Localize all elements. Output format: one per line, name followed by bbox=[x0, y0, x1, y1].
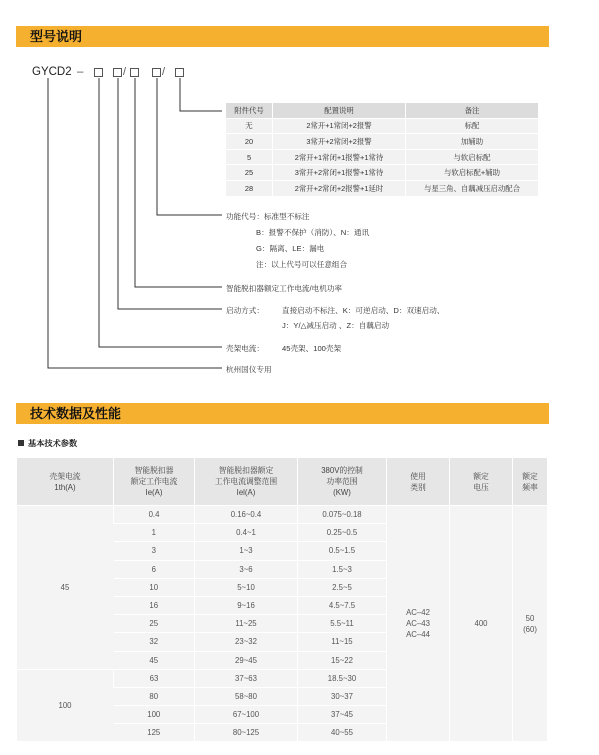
accessory-row bbox=[226, 180, 538, 196]
rated-current-label: 智能脱扣器额定工作电流/电机功率 bbox=[226, 284, 343, 293]
accessory-note: 与软启标配 bbox=[406, 149, 539, 165]
frame-100-cell: 100 bbox=[17, 669, 114, 742]
range-cell: 67~100 bbox=[195, 706, 298, 724]
accessory-note: 与星三角、自藕减压启动配合 bbox=[406, 180, 539, 196]
start-mode-line2: J：Y/△减压启动 、Z：自藕启动 bbox=[282, 321, 390, 330]
exclusive-label: 杭州国仪专用 bbox=[226, 365, 272, 374]
ie-cell: 10 bbox=[114, 578, 195, 596]
power-cell: 30~37 bbox=[298, 687, 387, 705]
section-title-model: 型号说明 bbox=[16, 26, 549, 47]
start-mode-line1: 直接启动不标注、K：可逆启动、D：双速启动、 bbox=[282, 306, 445, 315]
basic-params-label: 基本技术参数 bbox=[28, 439, 78, 448]
power-cell: 37~45 bbox=[298, 706, 387, 724]
accessory-note: 与软启标配+辅助 bbox=[406, 165, 539, 181]
function-code-line1: 功能代号：标准型不标注 bbox=[226, 212, 310, 221]
ie-cell: 45 bbox=[114, 651, 195, 669]
usage-cell: AC–42 AC–43 AC–44 bbox=[387, 506, 450, 742]
section-title-tech: 技术数据及性能 bbox=[16, 403, 549, 424]
ie-cell: 0.4 bbox=[114, 506, 195, 524]
power-cell: 18.5~30 bbox=[298, 669, 387, 687]
power-cell: 11~15 bbox=[298, 633, 387, 651]
accessory-row bbox=[226, 165, 538, 181]
accessory-note: 加辅助 bbox=[406, 134, 539, 150]
square-bullet-icon bbox=[18, 440, 24, 446]
accessory-config: 2常开+1常闭+1报警+1常待 bbox=[273, 149, 406, 165]
range-cell: 58~80 bbox=[195, 687, 298, 705]
voltage-cell: 400 bbox=[450, 506, 513, 742]
range-cell: 5~10 bbox=[195, 578, 298, 596]
ie-cell: 32 bbox=[114, 633, 195, 651]
power-cell: 5.5~11 bbox=[298, 615, 387, 633]
accessory-code: 28 bbox=[226, 180, 273, 196]
basic-params-heading bbox=[18, 438, 77, 449]
power-cell: 4.5~7.5 bbox=[298, 596, 387, 614]
ie-cell: 80 bbox=[114, 687, 195, 705]
ie-cell: 6 bbox=[114, 560, 195, 578]
function-code-line3: G：隔离、LE：漏电 bbox=[256, 244, 325, 253]
spec-header-power: 380V的控制 功率范围 (KW) bbox=[298, 458, 387, 506]
accessory-code: 20 bbox=[226, 134, 273, 150]
power-cell: 40~55 bbox=[298, 724, 387, 742]
accessory-code: 无 bbox=[226, 118, 273, 134]
code-slash-2: / bbox=[162, 66, 166, 78]
accessory-code: 5 bbox=[226, 149, 273, 165]
ie-cell: 63 bbox=[114, 669, 195, 687]
range-cell: 0.4~1 bbox=[195, 524, 298, 542]
power-cell: 0.25~0.5 bbox=[298, 524, 387, 542]
code-slash-1: / bbox=[123, 66, 127, 78]
ie-cell: 125 bbox=[114, 724, 195, 742]
power-cell: 2.5~5 bbox=[298, 578, 387, 596]
range-cell: 29~45 bbox=[195, 651, 298, 669]
accessory-row bbox=[226, 149, 538, 165]
accessory-header-config: 配置说明 bbox=[273, 103, 406, 118]
spec-table bbox=[17, 458, 547, 742]
table-row bbox=[17, 506, 547, 524]
ie-cell: 1 bbox=[114, 524, 195, 542]
accessory-config: 2常开+2常闭+2报警+1延时 bbox=[273, 180, 406, 196]
spec-header-ie: 智能脱扣器 额定工作电流 Ie(A) bbox=[114, 458, 195, 506]
accessory-table bbox=[226, 103, 538, 197]
range-cell: 37~63 bbox=[195, 669, 298, 687]
accessory-config: 2常开+1常闭+2报警 bbox=[273, 118, 406, 134]
frame-current-value: 45壳架、100壳架 bbox=[282, 344, 342, 353]
frequency-cell: 50 (60) bbox=[513, 506, 548, 742]
spec-header-row bbox=[17, 458, 547, 506]
power-cell: 0.075~0.18 bbox=[298, 506, 387, 524]
accessory-config: 3常开+2常闭+2报警 bbox=[273, 134, 406, 150]
spec-header-voltage: 额定 电压 bbox=[450, 458, 513, 506]
accessory-header-note: 备注 bbox=[406, 103, 539, 118]
accessory-header-code: 附件代号 bbox=[226, 103, 273, 118]
range-cell: 11~25 bbox=[195, 615, 298, 633]
spec-header-usage: 使用 类别 bbox=[387, 458, 450, 506]
function-code-line4: 注：以上代号可以任意组合 bbox=[256, 260, 348, 269]
frame-45-cell: 45 bbox=[17, 506, 114, 670]
range-cell: 0.16~0.4 bbox=[195, 506, 298, 524]
range-cell: 23~32 bbox=[195, 633, 298, 651]
accessory-note: 标配 bbox=[406, 118, 539, 134]
spec-header-range: 智能脱扣器额定 工作电流调整范围 Iel(A) bbox=[195, 458, 298, 506]
accessory-row bbox=[226, 134, 538, 150]
ie-cell: 100 bbox=[114, 706, 195, 724]
spec-header-frequency: 额定 频率 bbox=[513, 458, 548, 506]
frame-current-label: 壳架电流： bbox=[226, 344, 264, 353]
accessory-row bbox=[226, 118, 538, 134]
range-cell: 9~16 bbox=[195, 596, 298, 614]
accessory-header-row bbox=[226, 103, 538, 118]
ie-cell: 16 bbox=[114, 596, 195, 614]
power-cell: 1.5~3 bbox=[298, 560, 387, 578]
power-cell: 15~22 bbox=[298, 651, 387, 669]
ie-cell: 25 bbox=[114, 615, 195, 633]
start-mode-label: 启动方式： bbox=[226, 306, 264, 315]
model-prefix: GYCD2 bbox=[32, 66, 72, 78]
accessory-code: 25 bbox=[226, 165, 273, 181]
accessory-config: 3常开+2常闭+1报警+1常待 bbox=[273, 165, 406, 181]
range-cell: 3~6 bbox=[195, 560, 298, 578]
function-code-line2: B：报警不保护（消防）、N：通讯 bbox=[256, 228, 370, 237]
range-cell: 1~3 bbox=[195, 542, 298, 560]
ie-cell: 3 bbox=[114, 542, 195, 560]
range-cell: 80~125 bbox=[195, 724, 298, 742]
power-cell: 0.5~1.5 bbox=[298, 542, 387, 560]
model-dash: – bbox=[77, 66, 84, 78]
spec-header-frame: 壳架电流 1th(A) bbox=[17, 458, 114, 506]
